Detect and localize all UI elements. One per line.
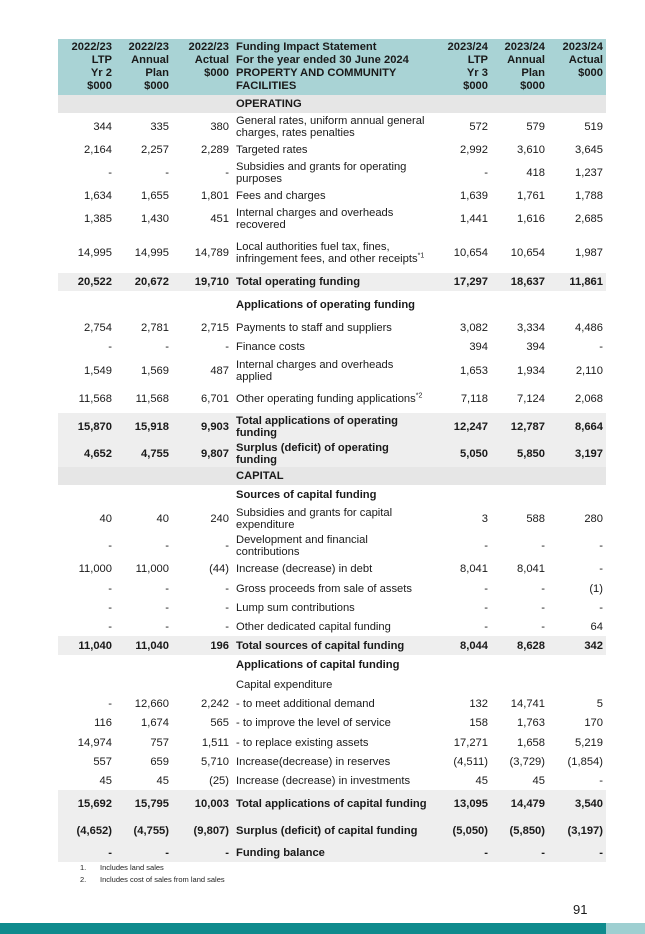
table-row	[58, 233, 606, 273]
value-cell: (1,854)	[567, 755, 603, 768]
value-cell	[548, 95, 606, 113]
value-cell: 9,807	[172, 440, 232, 467]
value-cell	[58, 675, 115, 694]
value-cell	[172, 675, 232, 694]
value-cell: 487	[210, 365, 229, 377]
value-cell	[548, 675, 606, 694]
value-cell: -	[484, 601, 488, 614]
header-col-2023-24-annual-plan: 2023/24 Annual Plan $000	[491, 39, 548, 95]
value-cell: 8,041	[517, 563, 545, 575]
table-row	[58, 205, 606, 233]
value-cell: -	[108, 697, 112, 710]
description-cell: Funding balance	[232, 844, 434, 862]
value-cell: -	[484, 582, 488, 595]
value-cell: 2,685	[575, 213, 603, 225]
description-cell: Fees and charges	[236, 190, 326, 202]
value-cell: -	[165, 167, 169, 179]
value-cell	[434, 291, 491, 319]
description-cell: Increase (decrease) in debt	[236, 563, 373, 575]
value-cell: 15,795	[115, 790, 172, 817]
value-cell: 45	[475, 774, 488, 787]
value-cell: 1,801	[201, 190, 229, 202]
value-cell: 8,041	[460, 563, 488, 575]
description-cell: Lump sum contributions	[236, 601, 355, 614]
value-cell: -	[165, 582, 169, 595]
value-cell: -	[484, 167, 488, 179]
value-cell: 1,763	[517, 717, 545, 729]
value-cell: -	[541, 582, 545, 595]
value-cell: 1,658	[517, 736, 545, 749]
value-cell: -	[548, 844, 606, 862]
total-row	[58, 636, 606, 655]
total-row	[58, 273, 606, 291]
value-cell: -	[434, 844, 491, 862]
value-cell: -	[225, 601, 229, 614]
value-cell: 20,522	[58, 273, 115, 291]
value-cell: 40	[99, 512, 112, 525]
value-cell: -	[108, 539, 112, 552]
value-cell: -	[108, 341, 112, 353]
value-cell: 45	[99, 774, 112, 787]
value-cell: 418	[526, 167, 545, 179]
value-cell: 45	[532, 774, 545, 787]
value-cell: 380	[210, 121, 229, 133]
table-row	[58, 532, 606, 559]
value-cell: 12,660	[134, 697, 169, 710]
footnote-marker: *1	[417, 252, 425, 260]
value-cell	[58, 95, 115, 113]
value-cell: 14,479	[491, 790, 548, 817]
value-cell: 1,655	[141, 190, 169, 202]
value-cell	[115, 95, 172, 113]
value-cell: 2,289	[201, 144, 229, 156]
footer-bar	[0, 923, 606, 934]
value-cell	[491, 485, 548, 505]
value-cell	[548, 467, 606, 485]
value-cell: 4,486	[575, 322, 603, 334]
value-cell: 1,511	[201, 736, 229, 749]
table-row	[58, 159, 606, 187]
value-cell: 2,242	[201, 697, 229, 710]
value-cell: 13,095	[434, 790, 491, 817]
value-cell: 14,789	[194, 247, 229, 259]
value-cell: 5,710	[201, 755, 229, 768]
description-cell: Total operating funding	[232, 273, 434, 291]
value-cell: 11,040	[115, 636, 172, 655]
value-cell: -	[541, 620, 545, 633]
value-cell	[434, 467, 491, 485]
header-col-2023-24-actual: 2023/24 Actual $000	[548, 39, 606, 95]
value-cell: 11,568	[135, 393, 169, 405]
value-cell: 8,628	[491, 636, 548, 655]
table-body	[58, 95, 606, 862]
footnote: 2. Includes cost of sales from land sales	[80, 875, 225, 884]
table-row	[58, 357, 606, 385]
value-cell: 1,634	[84, 190, 112, 202]
value-cell: 2,992	[460, 144, 488, 156]
section-row	[58, 467, 606, 485]
value-cell: 2,164	[84, 144, 112, 156]
description-cell: Other dedicated capital funding	[236, 620, 391, 633]
value-cell: 1,430	[141, 213, 169, 225]
value-cell: 20,672	[115, 273, 172, 291]
value-cell: 5,050	[434, 440, 491, 467]
description-cell: Finance costs	[236, 341, 306, 353]
value-cell	[172, 655, 232, 675]
description-cell: Development and financial contributions	[236, 533, 368, 558]
value-cell: 15,692	[58, 790, 115, 817]
description-cell: Applications of operating funding	[236, 299, 415, 311]
table-row	[58, 733, 606, 752]
value-cell	[548, 291, 606, 319]
subheading-row	[58, 291, 606, 319]
value-cell	[548, 485, 606, 505]
value-cell: -	[58, 844, 115, 862]
table-row	[58, 337, 606, 357]
value-cell: 8,044	[434, 636, 491, 655]
header-statement-title: Funding Impact Statement For the year ended 30 June 2024 PROPERTY AND COMMUNITY FACILITIES	[232, 39, 434, 95]
value-cell	[58, 655, 115, 675]
value-cell: (4,755)	[115, 817, 172, 844]
value-cell: 1,569	[141, 365, 169, 377]
value-cell	[172, 291, 232, 319]
value-cell: -	[108, 167, 112, 179]
value-cell: 2,715	[201, 322, 229, 334]
value-cell: 3,082	[460, 322, 488, 334]
value-cell: (5,850)	[491, 817, 548, 844]
value-cell: 14,995	[77, 247, 112, 259]
description-cell: Payments to staff and suppliers	[236, 322, 392, 334]
value-cell: -	[599, 341, 603, 353]
value-cell: 11,568	[78, 393, 112, 405]
table-row	[58, 319, 606, 337]
value-cell: 1,549	[84, 365, 112, 377]
value-cell: -	[108, 620, 112, 633]
description-cell: CAPITAL	[232, 467, 434, 485]
value-cell: 5,850	[491, 440, 548, 467]
value-cell: 557	[93, 755, 112, 768]
value-cell	[491, 675, 548, 694]
footnote-marker: *2	[415, 392, 423, 400]
footnotes	[80, 862, 225, 886]
section-row	[58, 95, 606, 113]
description-cell: Increase (decrease) in investments	[236, 774, 411, 787]
value-cell: 565	[210, 717, 229, 729]
table-row	[58, 559, 606, 579]
total-row	[58, 844, 606, 862]
total-row	[58, 817, 606, 844]
value-cell: 394	[526, 341, 545, 353]
value-cell	[434, 675, 491, 694]
value-cell: 14,974	[77, 736, 112, 749]
description-cell: Gross proceeds from sale of assets	[236, 582, 412, 595]
value-cell: 1,987	[575, 247, 603, 259]
description-cell: OPERATING	[232, 95, 434, 113]
value-cell: -	[165, 539, 169, 552]
table-row	[58, 675, 606, 694]
table-row	[58, 505, 606, 532]
value-cell: -	[599, 539, 603, 552]
value-cell: 3	[481, 512, 488, 525]
value-cell: 15,870	[58, 413, 115, 440]
header-col-2022-23-actual: 2022/23 Actual $000	[172, 39, 232, 95]
value-cell	[434, 95, 491, 113]
description-cell: Other operating funding applications$^{*2}$	[236, 392, 423, 405]
value-cell: -	[165, 620, 169, 633]
table-header-row	[58, 39, 606, 95]
value-cell: 10,654	[453, 247, 488, 259]
description-cell: Applications of capital funding	[236, 659, 400, 671]
value-cell: 6,701	[201, 393, 229, 405]
description-cell: Sources of capital funding	[236, 489, 377, 501]
description-cell: Internal charges and overheads recovered	[236, 207, 394, 231]
total-row	[58, 790, 606, 817]
value-cell: 579	[526, 121, 545, 133]
description-cell: Total applications of capital funding	[232, 790, 434, 817]
value-cell: 11,000	[78, 563, 112, 575]
value-cell: 12,247	[434, 413, 491, 440]
header-col-2022-23-annual-plan: 2022/23 Annual Plan $000	[115, 39, 172, 95]
value-cell: -	[484, 539, 488, 552]
table-row	[58, 113, 606, 141]
value-cell: 2,257	[141, 144, 169, 156]
value-cell: 14,741	[510, 697, 545, 710]
value-cell: 8,664	[548, 413, 606, 440]
value-cell	[491, 467, 548, 485]
value-cell: 14,995	[134, 247, 169, 259]
value-cell: 757	[150, 736, 169, 749]
value-cell	[58, 467, 115, 485]
value-cell	[115, 467, 172, 485]
value-cell: 240	[210, 512, 229, 525]
value-cell: 519	[584, 121, 603, 133]
table-row	[58, 385, 606, 413]
value-cell: 18,637	[491, 273, 548, 291]
footer-bar-accent	[606, 923, 645, 934]
value-cell: 1,639	[460, 190, 488, 202]
value-cell: 4,652	[58, 440, 115, 467]
value-cell: -	[484, 620, 488, 633]
description-cell: - to improve the level of service	[236, 717, 391, 729]
value-cell: 116	[94, 717, 112, 729]
value-cell: 170	[584, 717, 603, 729]
value-cell: 659	[150, 755, 169, 768]
value-cell: 45	[156, 774, 169, 787]
value-cell: 12,787	[491, 413, 548, 440]
value-cell	[491, 291, 548, 319]
value-cell: 64	[590, 620, 603, 633]
value-cell: 344	[93, 121, 112, 133]
table-row	[58, 579, 606, 598]
subheading-row	[58, 485, 606, 505]
description-cell: - to meet additional demand	[236, 697, 375, 710]
description-cell: Total sources of capital funding	[232, 636, 434, 655]
value-cell: (3,729)	[509, 755, 545, 768]
description-cell: General rates, uniform annual general charges, rates penalties	[236, 115, 425, 139]
value-cell: 17,271	[453, 736, 488, 749]
value-cell	[58, 291, 115, 319]
value-cell: 3,645	[575, 144, 603, 156]
funding-impact-statement-table	[58, 39, 606, 862]
value-cell: (1)	[589, 582, 603, 595]
value-cell	[491, 95, 548, 113]
value-cell: -	[491, 844, 548, 862]
value-cell: 9,903	[172, 413, 232, 440]
table-row	[58, 598, 606, 617]
value-cell	[434, 655, 491, 675]
value-cell: 1,385	[84, 213, 112, 225]
value-cell: (4,652)	[58, 817, 115, 844]
value-cell	[115, 291, 172, 319]
description-cell: Surplus (deficit) of capital funding	[232, 817, 434, 844]
value-cell: 40	[156, 512, 169, 525]
description-cell: Capital expenditure	[236, 678, 333, 691]
value-cell	[172, 485, 232, 505]
value-cell: -	[599, 601, 603, 614]
value-cell: 5	[596, 697, 603, 710]
total-row	[58, 413, 606, 440]
value-cell: 451	[210, 213, 229, 225]
value-cell: 2,781	[141, 322, 169, 334]
description-cell: Subsidies and grants for capital expenditure	[236, 506, 393, 531]
value-cell: 10,654	[510, 247, 545, 259]
value-cell: 2,068	[575, 393, 603, 405]
value-cell: 1,653	[460, 365, 488, 377]
value-cell	[58, 485, 115, 505]
value-cell	[115, 485, 172, 505]
value-cell	[172, 467, 232, 485]
total-row	[58, 440, 606, 467]
value-cell: (4,511)	[453, 755, 488, 768]
value-cell: 2,754	[84, 322, 112, 334]
value-cell: 342	[548, 636, 606, 655]
value-cell: 15,918	[115, 413, 172, 440]
table-row	[58, 617, 606, 636]
subheading-row	[58, 655, 606, 675]
value-cell: 19,710	[172, 273, 232, 291]
value-cell: 1,616	[517, 213, 545, 225]
description-cell: Local authorities fuel tax, fines, infringement fees, and other receipts$^{*1}$	[236, 241, 425, 265]
table-row	[58, 187, 606, 205]
value-cell: 11,861	[548, 273, 606, 291]
description-cell: Total applications of operating funding	[232, 413, 434, 440]
table-row	[58, 752, 606, 771]
value-cell	[115, 675, 172, 694]
value-cell: 3,334	[517, 322, 545, 334]
value-cell: 1,761	[517, 190, 545, 202]
value-cell: 158	[469, 717, 488, 729]
value-cell: 7,124	[517, 393, 545, 405]
value-cell: 394	[469, 341, 488, 353]
footnote: 1. Includes land sales	[80, 863, 164, 872]
table-row	[58, 694, 606, 713]
description-cell: Increase(decrease) in reserves	[236, 755, 391, 768]
value-cell: -	[108, 582, 112, 595]
value-cell: 1,441	[460, 213, 488, 225]
value-cell: 5,219	[575, 736, 603, 749]
table-row	[58, 713, 606, 733]
value-cell	[434, 485, 491, 505]
value-cell: -	[541, 539, 545, 552]
value-cell	[548, 655, 606, 675]
value-cell: (3,197)	[548, 817, 606, 844]
value-cell: (9,807)	[172, 817, 232, 844]
value-cell: -	[225, 539, 229, 552]
value-cell: 196	[172, 636, 232, 655]
value-cell: 10,003	[172, 790, 232, 817]
value-cell: -	[172, 844, 232, 862]
value-cell: 335	[150, 121, 169, 133]
value-cell: -	[599, 774, 603, 787]
value-cell: -	[225, 582, 229, 595]
value-cell: -	[599, 563, 603, 575]
value-cell: (44)	[209, 563, 229, 575]
header-col-2023-24-ltp: 2023/24 LTP Yr 3 $000	[434, 39, 491, 95]
value-cell	[172, 95, 232, 113]
table-row	[58, 771, 606, 790]
value-cell: -	[165, 341, 169, 353]
value-cell: 11,000	[135, 563, 169, 575]
value-cell: 3,610	[517, 144, 545, 156]
value-cell: (5,050)	[434, 817, 491, 844]
value-cell: 7,118	[460, 393, 488, 405]
value-cell: 1,237	[575, 167, 603, 179]
value-cell: -	[115, 844, 172, 862]
value-cell: 11,040	[58, 636, 115, 655]
value-cell: (25)	[209, 774, 229, 787]
value-cell: -	[165, 601, 169, 614]
value-cell: -	[225, 341, 229, 353]
value-cell	[491, 655, 548, 675]
description-cell: Targeted rates	[236, 144, 308, 156]
value-cell: -	[108, 601, 112, 614]
description-cell: - to replace existing assets	[236, 736, 369, 749]
value-cell: 132	[469, 697, 488, 710]
value-cell: -	[225, 620, 229, 633]
header-col-2022-23-ltp: 2022/23 LTP Yr 2 $000	[58, 39, 115, 95]
value-cell: -	[225, 167, 229, 179]
value-cell: 3,540	[548, 790, 606, 817]
description-cell: Subsidies and grants for operating purposes	[236, 161, 407, 185]
value-cell	[115, 655, 172, 675]
value-cell: 2,110	[575, 365, 603, 377]
description-cell: Surplus (deficit) of operating funding	[232, 440, 434, 467]
value-cell: 572	[469, 121, 488, 133]
value-cell: 588	[526, 512, 545, 525]
value-cell: -	[541, 601, 545, 614]
value-cell: 280	[584, 512, 603, 525]
table-row	[58, 141, 606, 159]
value-cell: 17,297	[434, 273, 491, 291]
value-cell: 4,755	[115, 440, 172, 467]
value-cell: 1,788	[575, 190, 603, 202]
value-cell: 1,674	[141, 717, 169, 729]
value-cell: 3,197	[548, 440, 606, 467]
page-number: 91	[573, 902, 588, 917]
value-cell: 1,934	[517, 365, 545, 377]
description-cell: Internal charges and overheads applied	[236, 359, 394, 383]
